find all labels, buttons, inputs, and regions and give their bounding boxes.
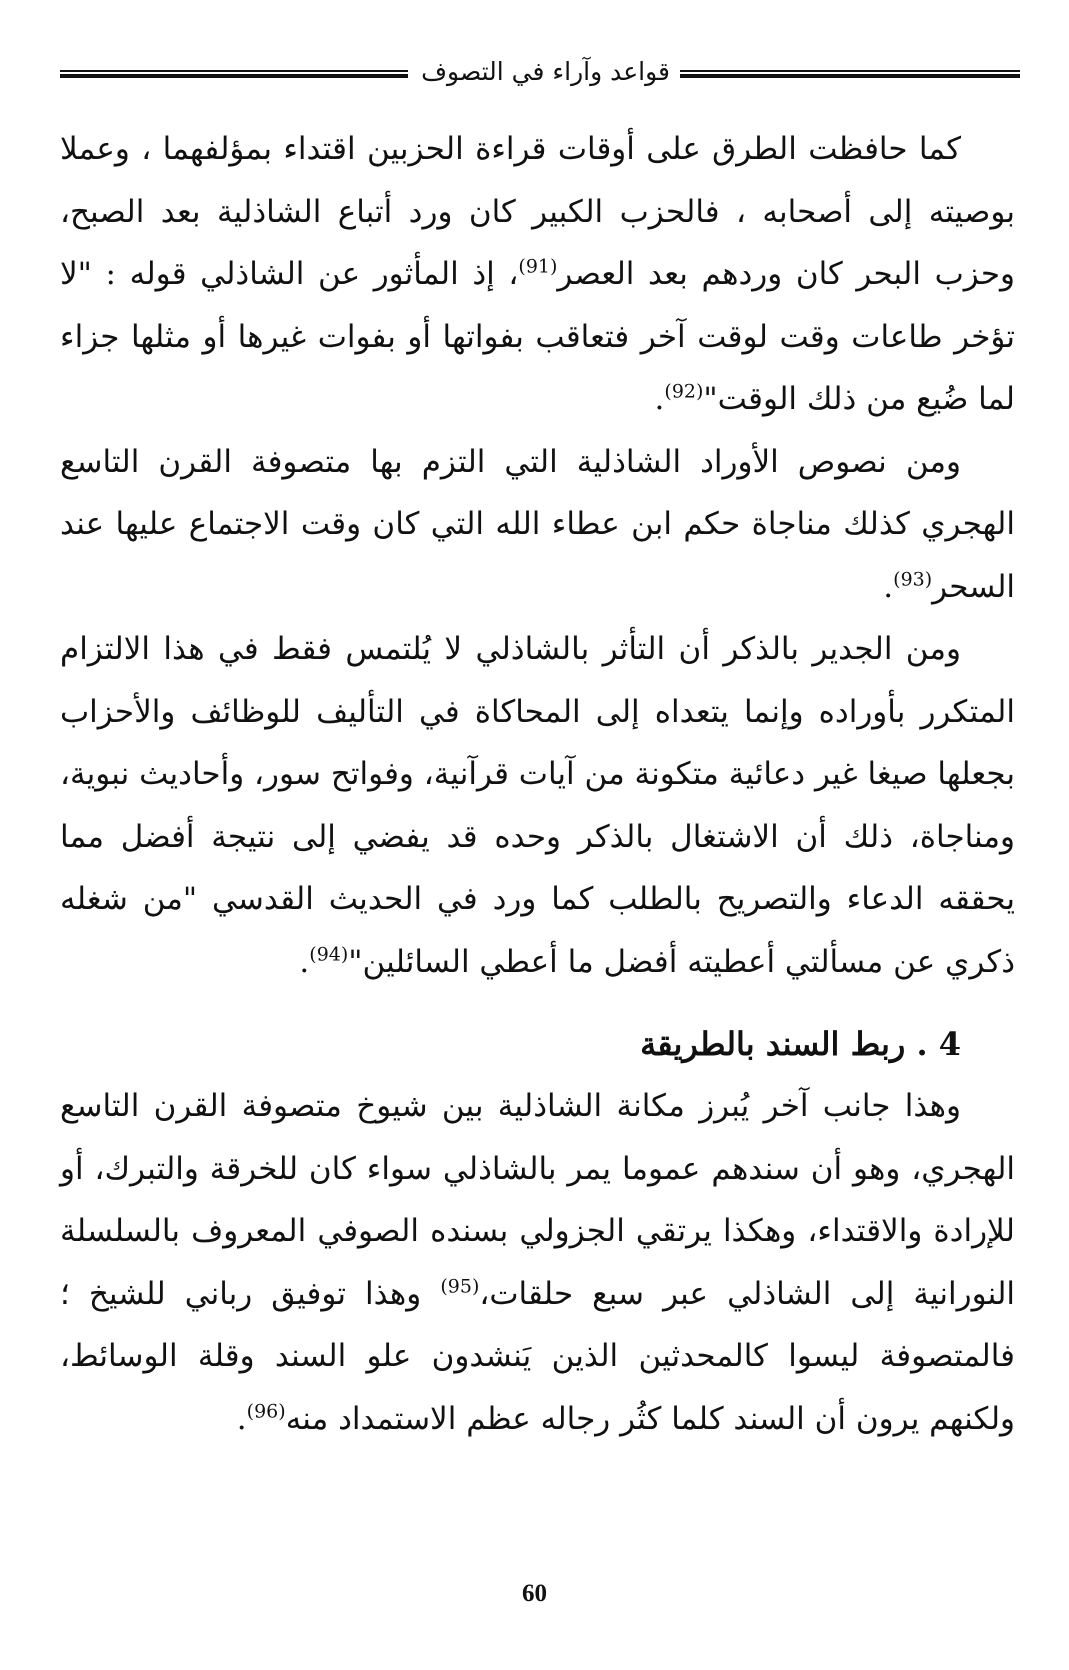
body-text: [60, 118, 1015, 1450]
paragraph-text: وهذا جانب آخر يُبرز مكانة الشاذلية بين شيوخ متصوفة القرن التاسع الهجري، وهو أن سندهم عموما يمر بالشاذلي سواء كان للخرقة والتبرك، أو للإرادة والاقتداء، وهكذا يرتقي الجزولي بسنده الصوفي المعروف بالسلسلة النورانية إلى الشاذلي عبر سبع حلقات،: [60, 1088, 1015, 1312]
paragraph-end: .: [883, 568, 894, 605]
page-number: 60: [522, 1580, 547, 1607]
footnote-ref-92: (92): [664, 380, 704, 403]
paragraph-text: ومن الجدير بالذكر أن التأثر بالشاذلي لا يُلتمس فقط في هذا الالتزام المتكرر بأوراده وإنما يتعداه إلى المحاكاة في التأليف للوظائف والأحزاب بجعلها صيغا غير دعائية متكونة من آيات قرآنية، وفواتح سور، وأحاديث نبوية، ومناجاة، ذلك أن الاشتغال بالذكر وحده قد يفضي إلى نتيجة أفضل مما يحققه الدعاء والتصريح بالطلب كما ورد في الحديث القدسي "من شغله ذكري عن مسألتي أعطيته أفضل ما أعطي السائلين": [60, 631, 1015, 980]
paragraph-end: .: [236, 1400, 247, 1437]
header-rule-right: [680, 70, 1020, 79]
running-header: [60, 52, 1020, 92]
paragraph-end: .: [299, 943, 310, 980]
section-heading: 4 . ربط السند بالطريقة: [640, 1025, 961, 1063]
footnote-ref-96: (96): [246, 1400, 286, 1423]
paragraph-text: وهذا توفيق رباني للشيخ ؛ فالمتصوفة ليسوا كالمحدثين الذين يَنشدون علو السند وقلة الوسائط، ولكنهم يرون أن السند كلما كثُر رجاله عظم الاستمداد منه: [60, 1275, 1015, 1437]
footnote-ref-93: (93): [893, 568, 933, 591]
paragraph-text: ، إذ المأثور عن الشاذلي قوله : "لا تؤخر طاعات وقت لوقت آخر فتعاقب بفواتها أو بفوات غيرها أو مثلها جزاء لما ضُيع من ذلك الوقت": [60, 256, 1015, 417]
paragraph-text: كما حافظت الطرق على أوقات قراءة الحزبين اقتداء بمؤلفهما ، وعملا بوصيته إلى أصحابه ، فالحزب الكبير كان ورد أتباع الشاذلية بعد الصبح، وحزب البحر كان وردهم بعد العصر: [60, 131, 1015, 292]
paragraph-2: [60, 431, 1015, 619]
footnote-ref-95: (95): [440, 1275, 480, 1298]
footnote-ref-91: (91): [518, 255, 558, 278]
paragraph-3: [60, 618, 1015, 993]
footnote-ref-94: (94): [309, 943, 349, 966]
paragraph-1: [60, 118, 1015, 431]
header-rule-left: [60, 70, 408, 79]
paragraph-4: [60, 1075, 1015, 1450]
paragraph-text: ومن نصوص الأوراد الشاذلية التي التزم بها متصوفة القرن التاسع الهجري كذلك مناجاة حكم ابن عطاء الله التي كان وقت الاجتماع عليها عند السحر: [60, 443, 1015, 605]
header-title: قواعد وآراء في التصوف: [421, 57, 670, 86]
paragraph-end: .: [654, 381, 665, 417]
